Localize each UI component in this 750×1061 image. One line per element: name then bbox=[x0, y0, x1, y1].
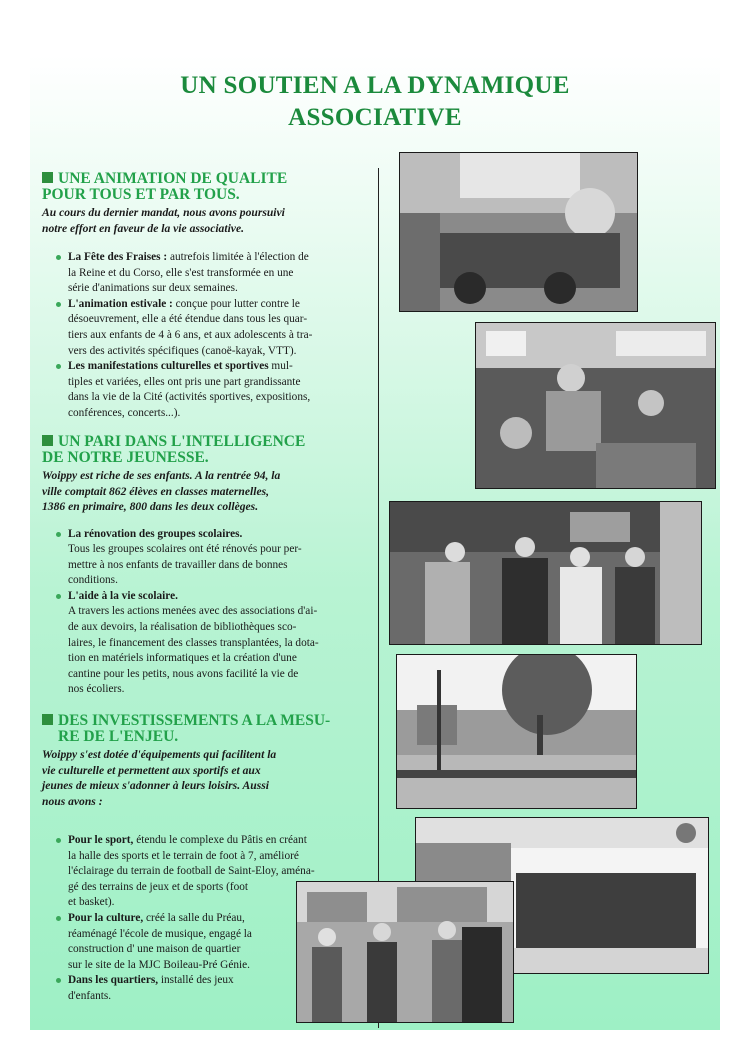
bullet-list bbox=[42, 250, 360, 422]
list-item: L'animation estivale : conçue pour lutter contre le désoeuvrement, elle a été étendue dans tous les quar- tiers aux enfants de 4 à 6 ans, et aux adolescents à tra- vers des activités spécifiques (canoë-kayak, VTT). bbox=[68, 297, 360, 359]
title-line-1: UN SOUTIEN A LA DYNAMIQUE bbox=[180, 72, 570, 99]
bullet-list bbox=[42, 527, 360, 699]
bullet-dot-icon bbox=[56, 978, 61, 983]
photo-children-activity bbox=[475, 322, 716, 489]
photo-park-street bbox=[396, 654, 637, 809]
bullet-dot-icon bbox=[56, 916, 61, 921]
section-heading: UN PARI DANS L'INTELLIGENCE DE NOTRE JEUNESSE. bbox=[42, 433, 306, 466]
list-item: La Fête des Fraises : autrefois limitée à l'élection de la Reine et du Corso, elle s'est transformée en une série d'animations sur deux semaines. bbox=[68, 250, 360, 297]
section-lead: Woippy s'est dotée d'équipements qui facilitent la vie culturelle et permettent aux sportifs et aux jeunes de mieux s'adonner à leurs loisirs. Aussi nous avons : bbox=[42, 748, 277, 808]
bullet-dot-icon bbox=[56, 364, 61, 369]
title-line-2: ASSOCIATIVE bbox=[288, 104, 462, 131]
section-heading: UNE ANIMATION DE QUALITE POUR TOUS ET PAR TOUS. bbox=[42, 170, 288, 203]
bullet-dot-icon bbox=[56, 302, 61, 307]
list-item: Pour la culture, créé la salle du Préau, réaménagé l'école de musique, engagé la construction d' une maison de quartier sur le site de la MJC Boileau-Pré Génie. bbox=[68, 911, 360, 973]
list-item: La rénovation des groupes scolaires. Tous les groupes scolaires ont été rénovés pour per- mettre à nos enfants de travailler dans de bonnes conditions. bbox=[68, 527, 360, 589]
section-heading: DES INVESTISSEMENTS A LA MESU- RE DE L'ENJEU. bbox=[42, 713, 360, 745]
list-item: Dans les quartiers, installé des jeux d'enfants. bbox=[68, 973, 360, 1004]
list-item: Pour le sport, étendu le complexe du Pâtis en créant la halle des sports et le terrain de foot à 7, amélioré l'éclairage du terrain de football de Saint-Eloy, aména- gé des terrains de jeux et de sports (foot et basket). bbox=[68, 833, 360, 911]
section-jeunesse bbox=[42, 434, 360, 698]
square-bullet-icon bbox=[42, 172, 53, 183]
photo-playground-visit bbox=[296, 881, 514, 1023]
section-lead: Au cours du dernier mandat, nous avons poursuivi notre effort en faveur de la vie associative. bbox=[42, 206, 285, 235]
section-lead: Woippy est riche de ses enfants. A la rentrée 94, la ville comptait 862 élèves en classes maternelles, 1386 en primaire, 800 dans les deux collèges. bbox=[42, 469, 281, 513]
square-bullet-icon bbox=[42, 714, 53, 725]
bullet-dot-icon bbox=[56, 532, 61, 537]
section-animation bbox=[42, 171, 360, 422]
list-item: L'aide à la vie scolaire. A travers les actions menées avec des associations d'ai- de aux devoirs, la réalisation de bibliothèques sco- laires, le financement des classes transplantées, la dota- tion en matériels informatiques et la création d'une cantine pour les petits, nous avons facilité la vie de nos écoliers. bbox=[68, 589, 360, 698]
bullet-dot-icon bbox=[56, 255, 61, 260]
page-title bbox=[0, 70, 750, 134]
photo-strawberry-float bbox=[399, 152, 638, 312]
square-bullet-icon bbox=[42, 435, 53, 446]
bullet-dot-icon bbox=[56, 594, 61, 599]
bullet-dot-icon bbox=[56, 838, 61, 843]
photo-officials-group bbox=[389, 501, 702, 645]
list-item: Les manifestations culturelles et sportives mul- tiples et variées, elles ont pris une part grandissante dans la vie de la Cité (activités sportives, expositions, conférences, concerts...). bbox=[68, 359, 360, 421]
